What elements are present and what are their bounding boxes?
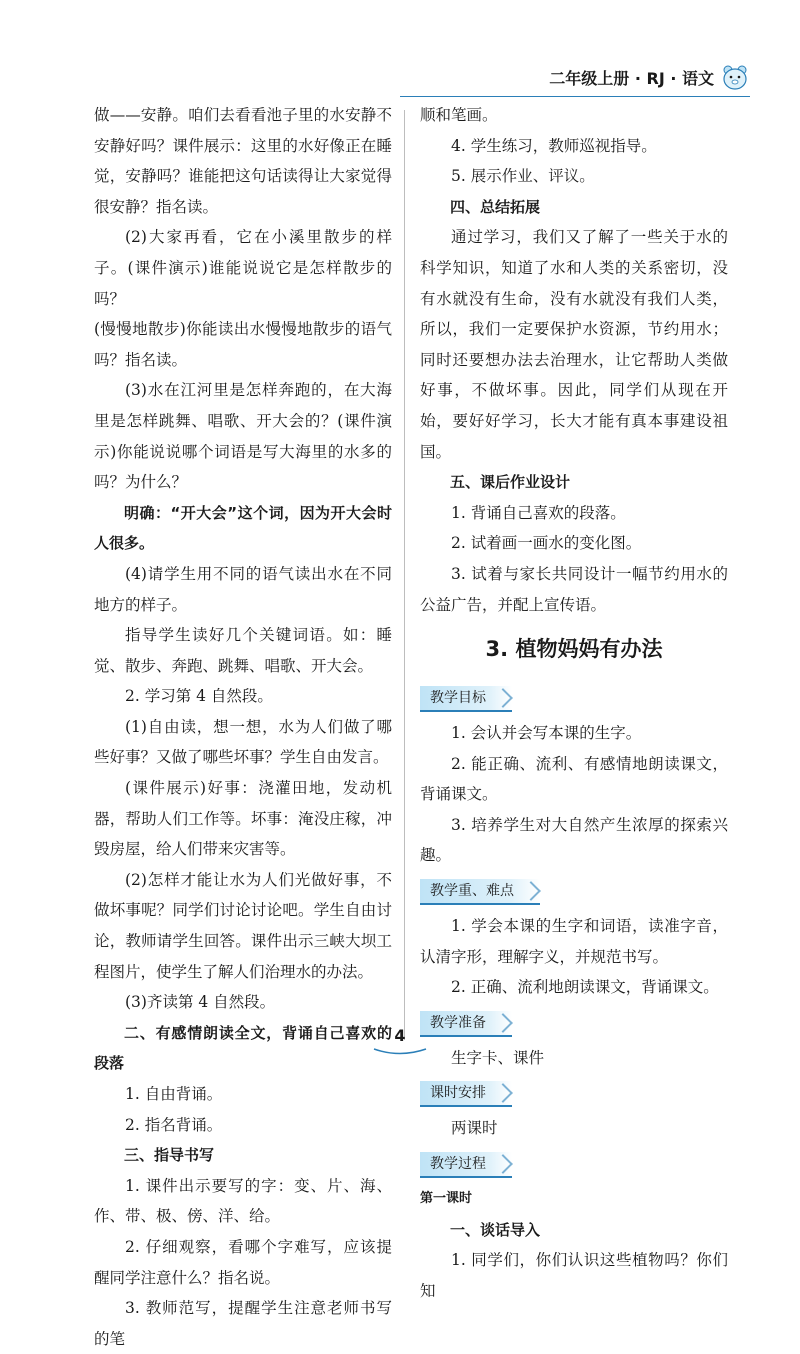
section-heading: 明确：“开大会”这个词，因为开大会时人很多。 <box>94 503 392 553</box>
paragraph: 1. 自由背诵。 <box>125 1085 223 1103</box>
paragraph: 1. 背诵自己喜欢的段落。 <box>451 503 626 522</box>
section-heading: 四、总结拓展 <box>450 197 541 216</box>
paragraph: 1. 课件出示要写的字：变、片、海、作、带、极、傍、洋、给。 <box>94 1176 392 1226</box>
paragraph: 1. 学会本课的生字和词语，读准字音，认清字形，理解字义，并规范书写。 <box>420 917 728 966</box>
paragraph: (3)水在江河里是怎样奔跑的，在大海里是怎样跳舞、唱歌、开大会的？(课件演示)你能说说哪个词语是写大海里的水多的吗？为什么？ <box>94 381 392 492</box>
paragraph: (2)怎样才能让水为人们光做好事，不做坏事呢？同学们讨论讨论吧。学生自由讨论，教师请学生回答。课件出示三峡大坝工程图片，使学生了解人们治理水的办法。 <box>94 870 392 981</box>
paragraph: 指导学生读好几个关键词语。如：睡觉、散步、奔跑、跳舞、唱歌、开大会。 <box>94 626 392 675</box>
page-number: 4 <box>394 1026 406 1045</box>
section-heading: 一、谈话导入 <box>450 1220 541 1239</box>
paragraph: (课件展示)好事：浇灌田地，发动机器，帮助人们工作等。坏事：淹没庄稼，冲毁房屋，给人们带来灾害等。 <box>94 779 392 859</box>
section-tag <box>420 1152 512 1178</box>
paragraph: 2. 能正确、流利、有感情地朗读课文，背诵课文。 <box>420 754 728 804</box>
section-tag-label: 教学重、难点 <box>430 882 514 899</box>
paragraph: (3)齐读第 4 自然段。 <box>125 993 276 1012</box>
paragraph: 2. 正确、流利地朗读课文，背诵课文。 <box>451 978 719 997</box>
paragraph: 做——安静。咱们去看看池子里的水安静不安静好吗？课件展示：这里的水好像正在睡觉，安静吗？谁能把这句话读得让大家觉得很安静？指名读。 <box>94 106 392 216</box>
section-tag-label: 课时安排 <box>430 1085 486 1102</box>
paragraph: 3. 教师范写，提醒学生注意老师书写的笔 <box>94 1299 392 1348</box>
paragraph: 2. 指名背诵。 <box>125 1115 223 1134</box>
lesson-subheading: 第一课时 <box>420 1191 473 1207</box>
paragraph: 4. 学生练习，教师巡视指导。 <box>451 136 657 155</box>
header-rule <box>400 96 750 97</box>
paragraph: 1. 同学们，你们认识这些植物吗？你们知 <box>420 1251 728 1300</box>
section-tag-label: 教学准备 <box>430 1014 486 1031</box>
section-tag-label: 教学过程 <box>430 1155 486 1172</box>
paragraph: 通过学习，我们又了解了一些关于水的科学知识，知道了水和人类的关系密切，没有水就没有生命，没有水就没有我们人类，所以，我们一定要保护水资源，节约用水；同时还要想办法去治理水，让它帮助人类做好事，不做坏事。因此，同学们从现在开始，要好好学习，长大才能有真本事建设祖国。 <box>420 228 728 461</box>
page-header <box>549 62 750 92</box>
paragraph: 顺和笔画。 <box>420 106 498 124</box>
paragraph: (2)大家再看，它在小溪里散步的样子。(课件演示)谁能说说它是怎样散步的吗？ <box>94 228 392 308</box>
bear-mascot-icon <box>720 63 750 91</box>
paragraph: (慢慢地散步)你能读出水慢慢地散步的语气吗？指名读。 <box>94 320 392 369</box>
section-heading: 三、指导书写 <box>124 1146 215 1165</box>
page-number-swoosh <box>370 1046 430 1056</box>
section-tag <box>420 879 540 905</box>
paragraph: 3. 试着与家长共同设计一幅节约用水的公益广告，并配上宣传语。 <box>420 564 728 614</box>
lesson-title: 3. 植物妈妈有办法 <box>485 637 663 662</box>
paragraph: 2. 试着画一画水的变化图。 <box>451 534 642 553</box>
right-column <box>420 100 728 1306</box>
paragraph: (4)请学生用不同的语气读出水在不同地方的样子。 <box>94 564 392 614</box>
paragraph: (1)自由读，想一想，水为人们做了哪些好事？又做了哪些坏事？学生自由发言。 <box>94 717 392 767</box>
paragraph: 3. 培养学生对大自然产生浓厚的探索兴趣。 <box>420 815 728 865</box>
paragraph: 5. 展示作业、评议。 <box>451 167 595 186</box>
paragraph: 2. 学习第 4 自然段。 <box>125 687 273 706</box>
section-tag-label: 教学目标 <box>430 689 486 706</box>
section-tag <box>420 686 512 712</box>
section-heading: 二、有感情朗读全文，背诵自己喜欢的段落 <box>94 1023 392 1073</box>
paragraph: 生字卡、课件 <box>451 1048 545 1067</box>
paragraph: 两课时 <box>451 1119 498 1138</box>
paragraph: 2. 仔细观察，看哪个字难写，应该提醒同学注意什么？指名说。 <box>94 1237 392 1287</box>
section-heading: 五、课后作业设计 <box>450 473 571 492</box>
column-divider <box>404 110 405 1040</box>
left-column <box>94 100 392 1354</box>
header-title: 二年级上册 · RJ · 语文 <box>549 68 714 88</box>
paragraph: 1. 会认并会写本课的生字。 <box>451 724 642 743</box>
section-tag <box>420 1081 512 1107</box>
